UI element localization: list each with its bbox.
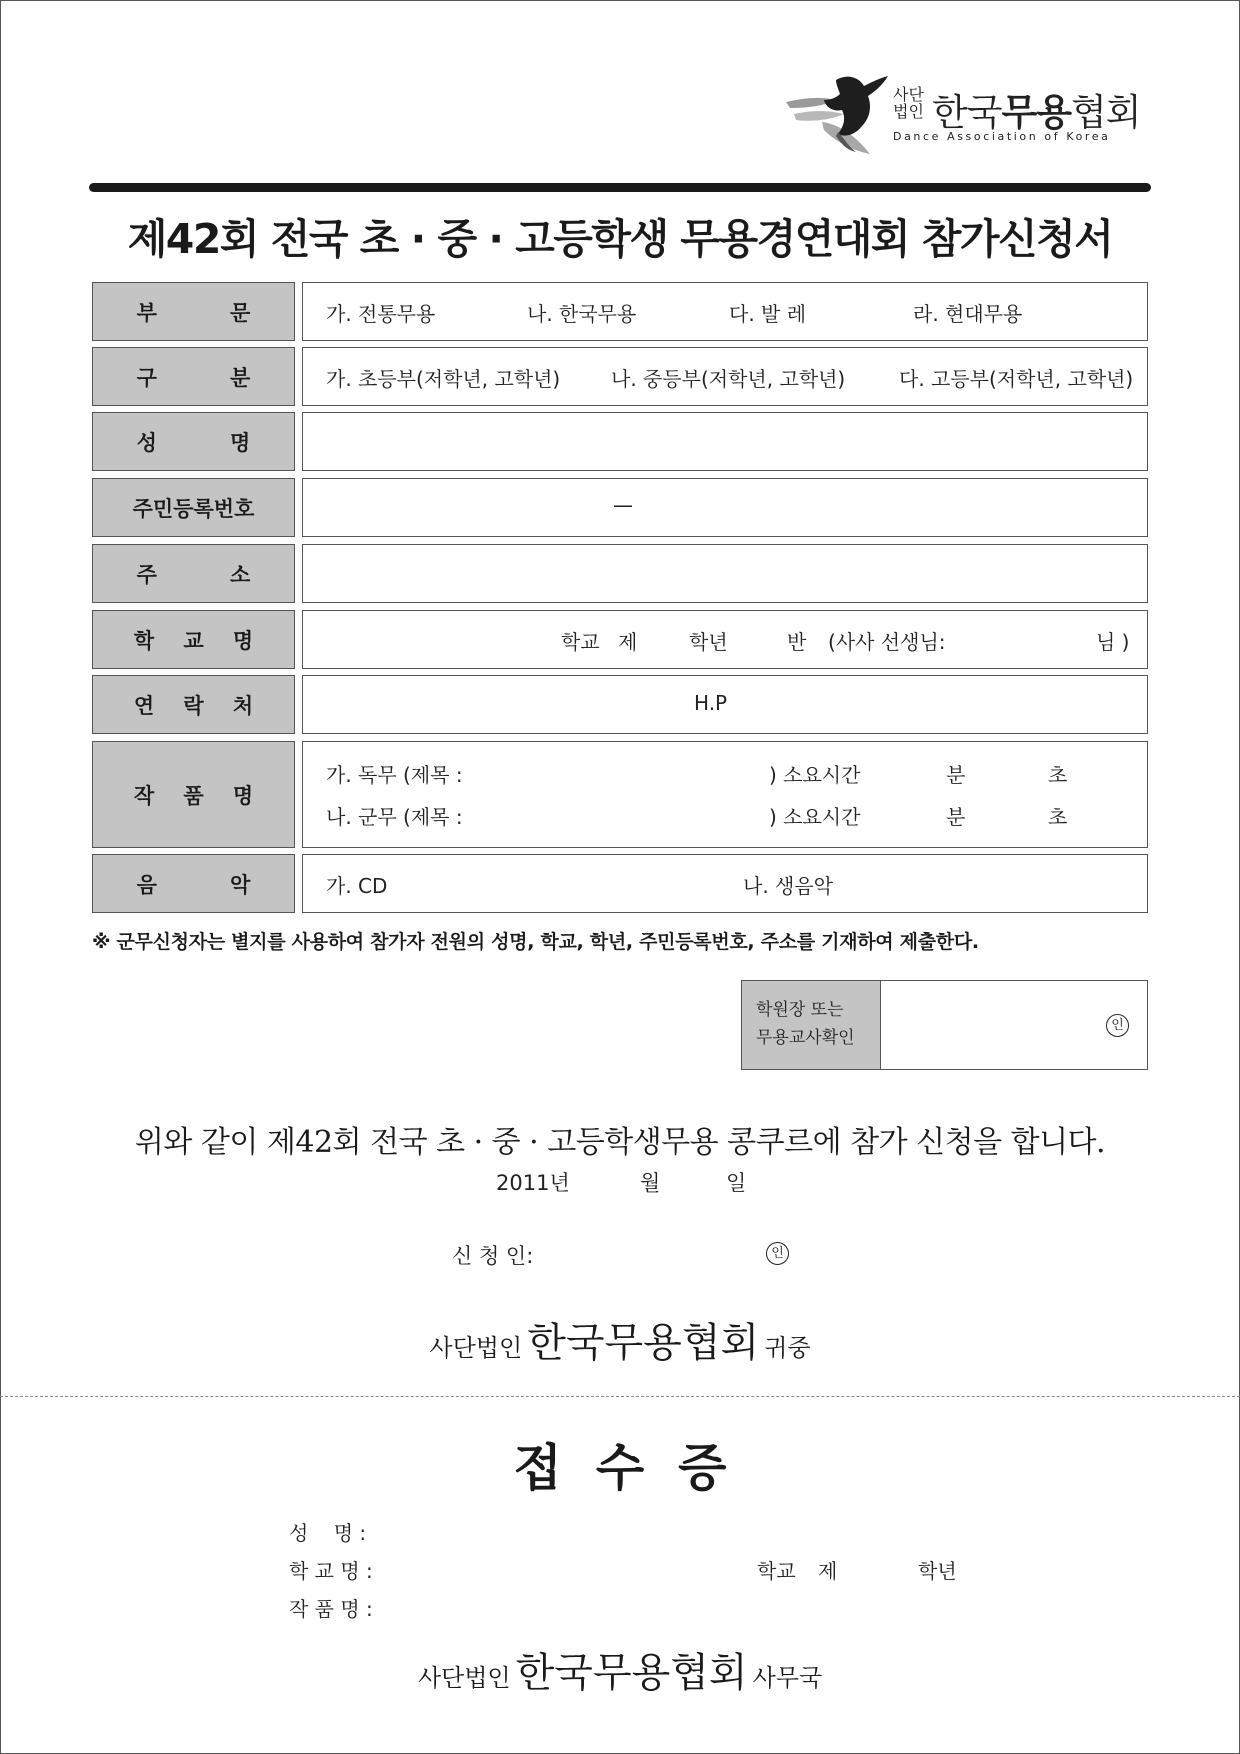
date-year: 2011년 [496,1171,570,1195]
category-option-elementary[interactable]: 가. 초등부(저학년, 고학년) [326,367,561,391]
group-second-label: 초 [1048,805,1068,829]
music-label: 음 악 [92,854,295,913]
resident-number-field[interactable] [302,478,1148,537]
name-field[interactable] [302,412,1148,471]
division-option-traditional[interactable]: 가. 전통무용 [326,302,436,326]
instructor-confirm-field[interactable] [880,980,1148,1070]
category-option-middle[interactable]: 나. 중등부(저학년, 고학년) [611,367,846,391]
name-label: 성 명 [92,412,295,471]
date-month: 월 [640,1171,661,1195]
receipt-work-label: 작 품 명 : [289,1597,373,1621]
work-title-field[interactable] [302,741,1148,848]
address-label: 주 소 [92,544,295,603]
dancer-logo-icon [784,72,896,158]
contact-field[interactable] [302,675,1148,734]
receipt-issuer-line: 사단법인 한국무용협회 사무국 [417,1650,823,1696]
addressee-line: 사단법인 한국무용협회 귀중 [429,1320,811,1366]
solo-duration-label: ) 소요시간 [769,763,861,787]
division-field[interactable] [302,282,1148,341]
receipt-grade-prefix: 제 [818,1559,838,1583]
division-option-korean[interactable]: 나. 한국무용 [527,302,637,326]
music-option-cd[interactable]: 가. CD [326,874,388,898]
category-label: 구 분 [92,347,295,406]
division-option-ballet[interactable]: 다. 발 레 [729,302,807,326]
category-option-high[interactable]: 다. 고등부(저학년, 고학년) [899,367,1134,391]
resident-number-label: 주민등록번호 [92,478,295,537]
cut-line [0,1396,1240,1397]
grade-prefix: 제 [618,630,638,654]
teacher-suffix: 님 ) [1096,630,1130,654]
category-field[interactable] [302,347,1148,406]
logo-association-name: 한국무용협회 [932,91,1141,134]
teacher-label: (사사 선생님: [828,630,946,654]
logo-corporation-label: 사단 법인 [893,85,924,121]
receipt-school-label: 학 교 명 : [289,1559,373,1583]
address-field[interactable] [302,544,1148,603]
school-label: 학 교 명 [92,610,295,669]
applicant-seal-icon: 인 [766,1242,789,1265]
resident-number-separator: — [613,493,633,517]
music-option-live[interactable]: 나. 생음악 [743,874,833,898]
receipt-name-label: 성 명 : [289,1521,367,1545]
date-day: 일 [726,1171,747,1195]
division-option-modern[interactable]: 라. 현대무용 [913,302,1023,326]
grade-suffix: 학년 [689,630,728,654]
logo-english-name: Dance Association of Korea [893,130,1111,143]
declaration-text: 위와 같이 제42회 전국 초 · 중 · 고등학생무용 콩쿠르에 참가 신청을 합니다. [134,1125,1106,1160]
group-duration-label: ) 소요시간 [769,805,861,829]
group-application-note: ※ 군무신청자는 별지를 사용하여 참가자 전원의 성명, 학교, 학년, 주민등록번호, 주소를 기재하여 제출한다. [92,931,979,953]
mobile-phone-label: H.P [694,691,728,715]
solo-second-label: 초 [1048,763,1068,787]
contact-label: 연 락 처 [92,675,295,734]
instructor-confirm-label: 학원장 또는 무용교사확인 [741,980,881,1070]
page-title: 제42회 전국 초 · 중 · 고등학생 무용경연대회 참가신청서 [127,215,1113,263]
seal-mark-icon: 인 [1106,1014,1129,1037]
solo-minute-label: 분 [946,763,966,787]
work-title-label: 작 품 명 [92,741,295,848]
header-rule [89,183,1151,192]
school-suffix: 학교 [561,630,600,654]
group-minute-label: 분 [946,805,966,829]
school-field[interactable] [302,610,1148,669]
solo-title-label: 가. 독무 (제목 : [326,763,463,787]
receipt-title: 접수증 [513,1438,761,1497]
music-field[interactable] [302,854,1148,913]
group-title-label: 나. 군무 (제목 : [326,805,463,829]
division-label: 부 문 [92,282,295,341]
receipt-grade-suffix: 학년 [918,1559,957,1583]
class-suffix: 반 [787,630,807,654]
receipt-school-suffix: 학교 [757,1559,796,1583]
applicant-label: 신 청 인: [452,1244,534,1268]
